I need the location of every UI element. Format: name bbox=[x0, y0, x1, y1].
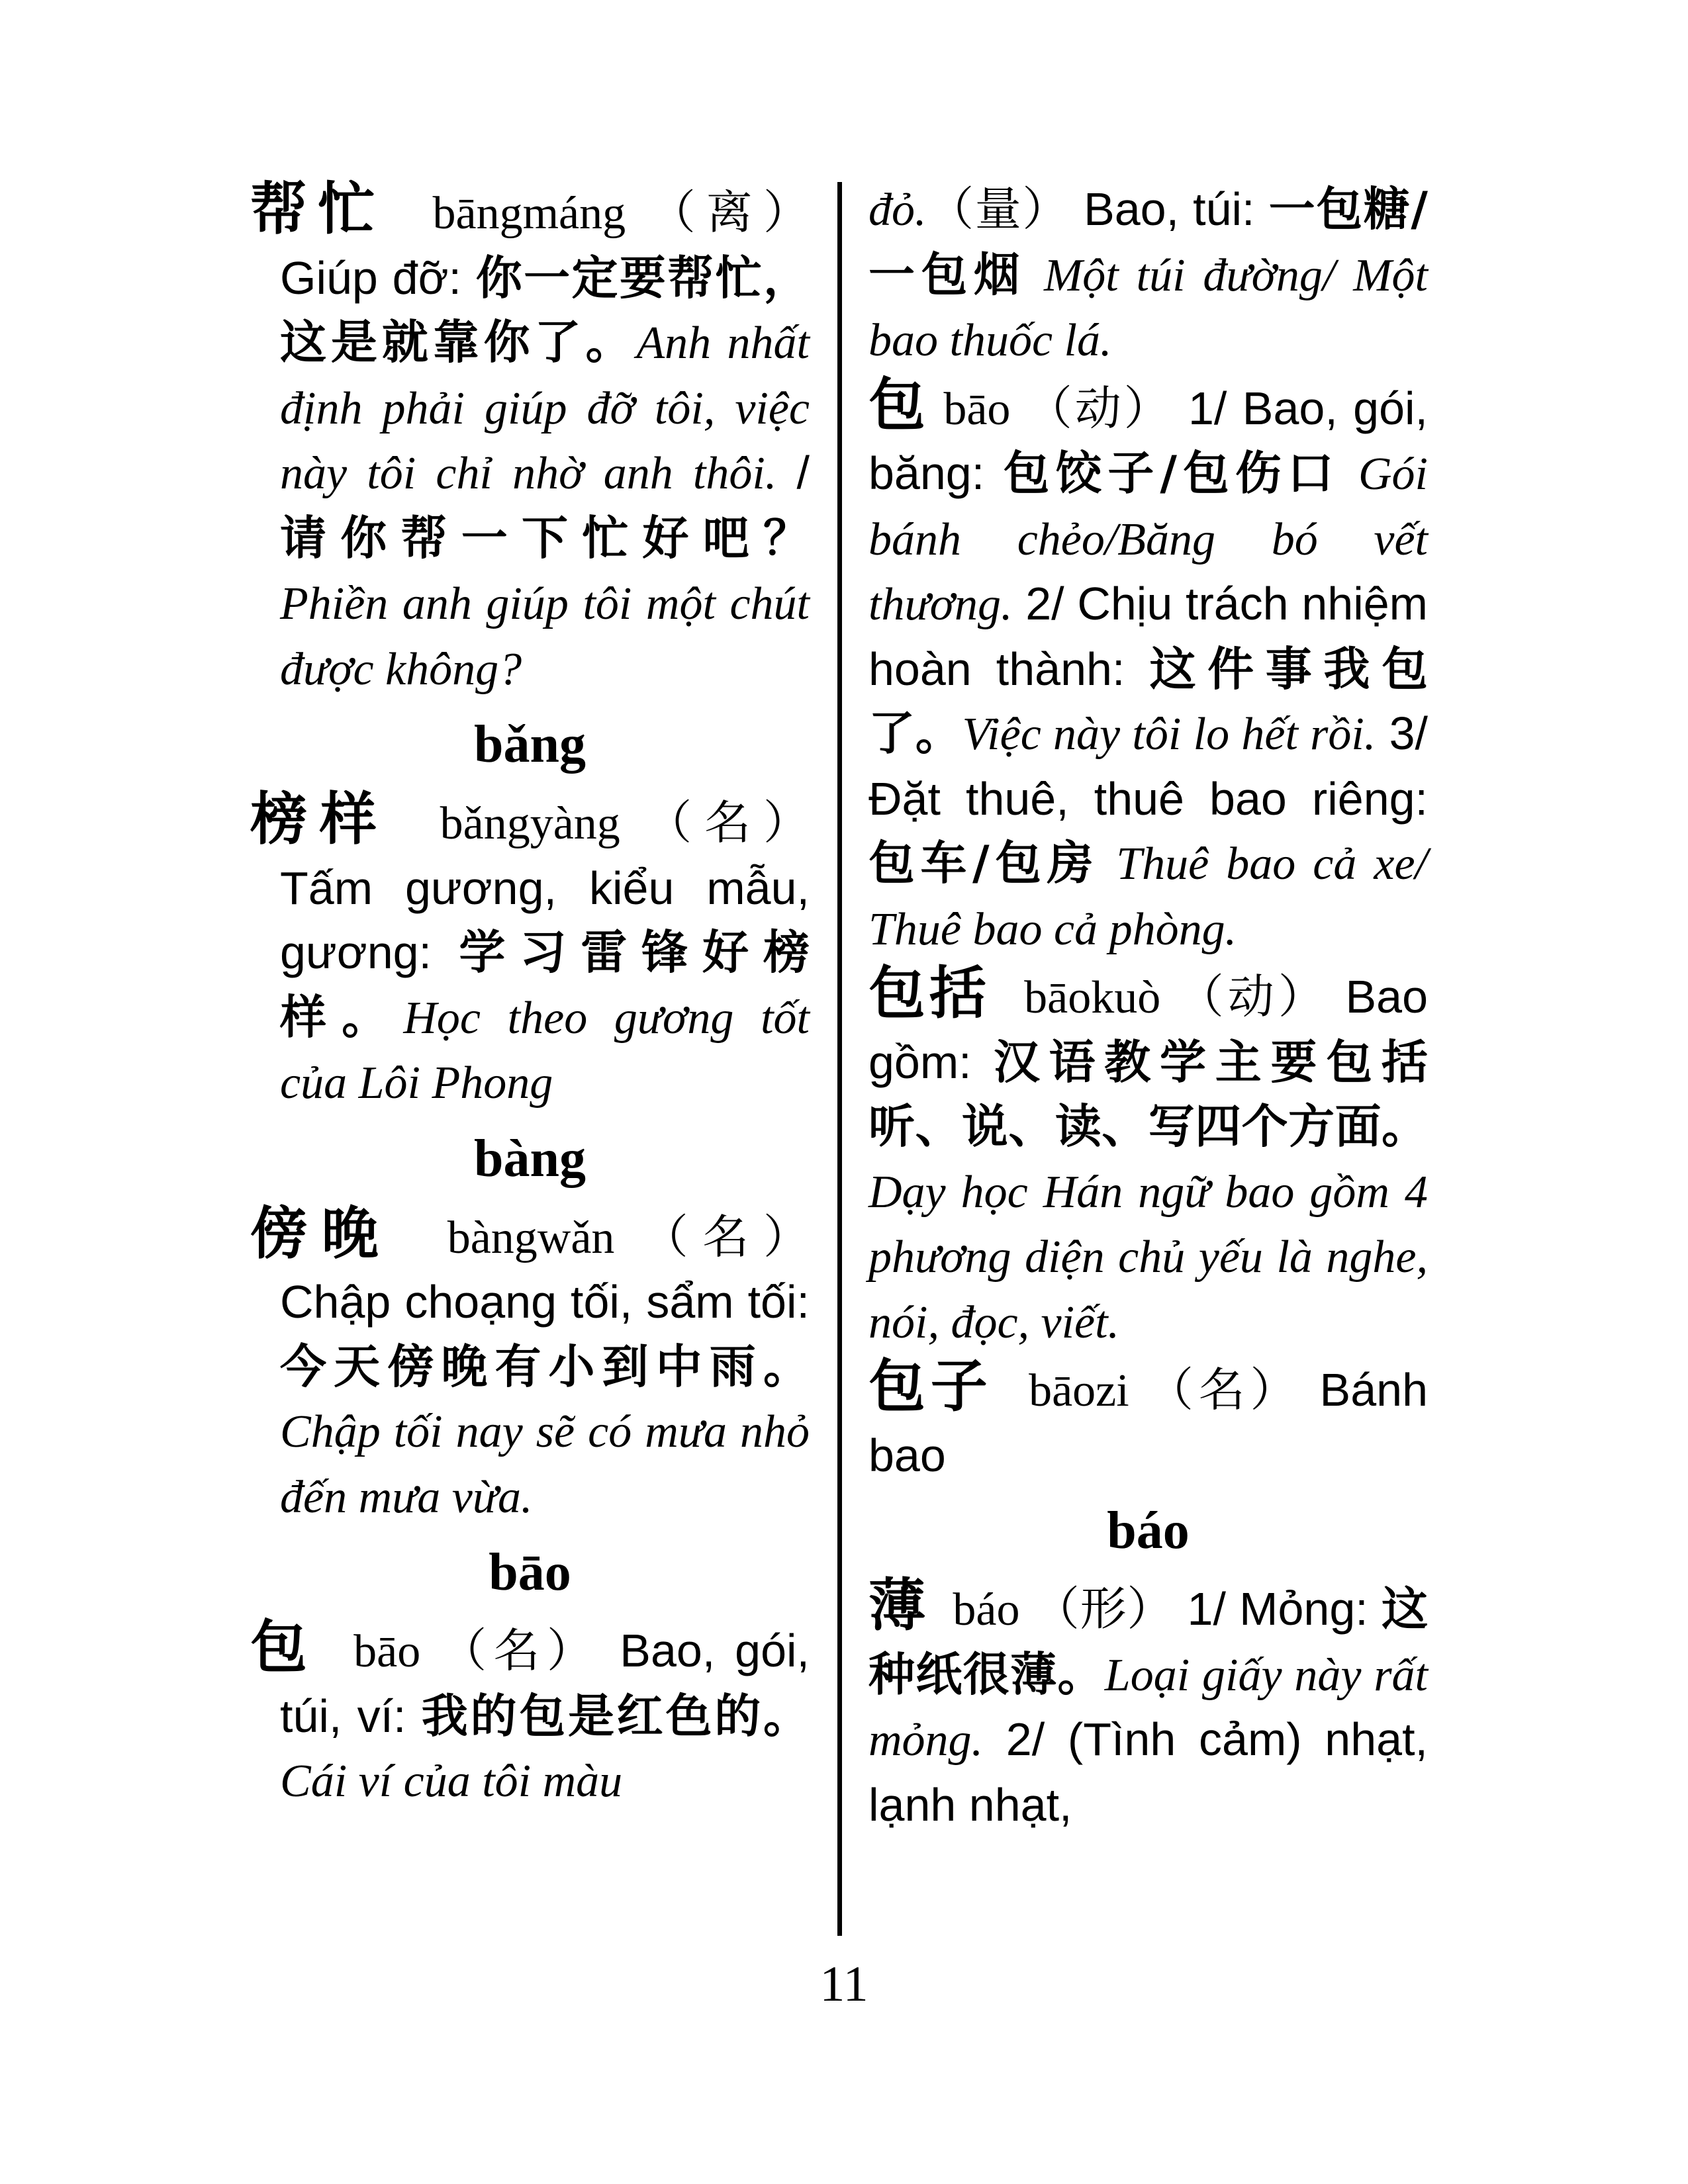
definition: 2/ (Tình cảm) nhạt, lạnh nhạt, bbox=[868, 1713, 1428, 1831]
definition: Bao gồm: bbox=[868, 971, 1429, 1088]
column-divider bbox=[837, 182, 842, 1936]
example-chinese: 包饺子/包伤口 bbox=[1003, 446, 1340, 500]
definition: 1/ Mỏng: bbox=[1187, 1583, 1382, 1635]
part-of-speech: （名） bbox=[641, 1209, 810, 1264]
definition: Giúp đỡ: bbox=[280, 251, 476, 304]
example-chinese: 请你帮一下忙好吧？ bbox=[280, 510, 810, 565]
pinyin: báo bbox=[953, 1584, 1020, 1635]
part-of-speech: （名） bbox=[1147, 1363, 1302, 1417]
headword: 包 bbox=[868, 371, 928, 438]
pinyin: bǎngyàng bbox=[440, 798, 620, 849]
example-translation: Anh nhất định phải giúp đỡ tôi, việc này tôi chỉ nhờ anh thôi. bbox=[280, 318, 810, 499]
example-translation: Gói bánh chẻo/Băng bó vết thương. bbox=[868, 449, 1428, 630]
headword: 薄 bbox=[868, 1572, 926, 1639]
pinyin: bāo bbox=[353, 1626, 421, 1677]
entry-bao-continued bbox=[868, 177, 1428, 373]
page-number: 11 bbox=[820, 1956, 868, 2012]
headword: 包 bbox=[250, 1614, 314, 1680]
part-of-speech: （离） bbox=[649, 185, 810, 240]
entry-bao-thin bbox=[868, 1574, 1428, 1837]
example-translation: Loại giấy này rất mỏng. bbox=[868, 1649, 1429, 1766]
part-of-speech: （动） bbox=[1177, 970, 1329, 1024]
definition: 1/ Bao, gói, băng: bbox=[868, 382, 1429, 499]
headword: 傍晚 bbox=[250, 1200, 393, 1267]
example-translation: Chập tối nay sẽ có mưa nhỏ đến mưa vừa. bbox=[280, 1406, 810, 1523]
headword: 包括 bbox=[868, 960, 991, 1026]
entry-baozi bbox=[868, 1355, 1428, 1488]
headword: 包子 bbox=[868, 1353, 993, 1420]
part-of-speech: （名） bbox=[645, 796, 810, 850]
example-chinese: 今天傍晚有小到中雨。 bbox=[280, 1339, 810, 1394]
part-of-speech: （形） bbox=[1033, 1582, 1174, 1636]
entry-baokuo bbox=[868, 962, 1428, 1355]
definition: Tấm gương, kiểu mẫu, gương: bbox=[280, 862, 810, 978]
right-column bbox=[868, 177, 1428, 1837]
example-translation: Một túi đường/ Một bao thuốc lá. bbox=[868, 250, 1429, 366]
entry-bangyang bbox=[250, 788, 810, 1116]
example-chinese: 学习雷锋好榜样。 bbox=[280, 925, 810, 1044]
pinyin: bāngmáng bbox=[432, 188, 626, 239]
entry-bao-noun bbox=[250, 1615, 810, 1814]
example-chinese: 这种纸很薄。 bbox=[868, 1582, 1428, 1702]
section-heading: báo bbox=[1107, 1502, 1190, 1560]
part-of-speech: （名） bbox=[440, 1623, 600, 1678]
left-column bbox=[250, 177, 810, 1814]
example-chinese: 这件事我包了。 bbox=[868, 641, 1428, 760]
part-of-speech: （量） bbox=[926, 182, 1070, 236]
example-translation: Cái ví của tôi màu bbox=[280, 1756, 623, 1807]
entry-bangwan bbox=[250, 1202, 810, 1530]
separator: / bbox=[796, 447, 810, 498]
example-translation: đỏ. bbox=[868, 185, 927, 236]
pinyin: bāo bbox=[943, 383, 1011, 435]
section-heading: bǎng bbox=[474, 715, 586, 774]
example-translation: Phiền anh giúp tôi một chút được không? bbox=[280, 578, 810, 695]
example-translation: Học theo gương tốt của Lôi Phong bbox=[280, 992, 810, 1109]
definition: 2/ Chịu trách nhiệm hoàn thành: bbox=[868, 578, 1428, 695]
pinyin: bāozi bbox=[1029, 1365, 1129, 1416]
part-of-speech: （动） bbox=[1025, 381, 1173, 435]
definition: 3/ Đặt thuê, thuê bao riêng: bbox=[868, 707, 1429, 825]
example-chinese: 包车/包房 bbox=[868, 836, 1100, 890]
example-chinese: 汉语教学主要包括听、说、读、写四个方面。 bbox=[868, 1034, 1428, 1154]
definition: Bao, túi: bbox=[1084, 183, 1269, 235]
section-heading: bāo bbox=[489, 1543, 571, 1602]
example-translation: Việc này tôi lo hết rồi. bbox=[962, 709, 1376, 760]
section-heading: bàng bbox=[474, 1129, 586, 1188]
example-chinese: 我的包是红色的。 bbox=[421, 1688, 810, 1743]
headword: 榜样 bbox=[250, 786, 389, 852]
example-chinese: 一包糖/一包烟 bbox=[868, 182, 1429, 302]
entry-bangmang bbox=[250, 177, 810, 702]
headword: 帮忙 bbox=[250, 176, 386, 242]
pinyin: bāokuò bbox=[1024, 972, 1161, 1023]
example-translation: Dạy học Hán ngữ bao gồm 4 phương diện chủ yếu là nghe, nói, đọc, viết. bbox=[868, 1166, 1428, 1348]
definition: Bao, gói, túi, ví: bbox=[280, 1625, 810, 1742]
pinyin: bàngwǎn bbox=[447, 1212, 615, 1263]
example-translation: Thuê bao cả xe/ Thuê bao cả phòng. bbox=[868, 839, 1428, 955]
definition: Bánh bao bbox=[868, 1364, 1429, 1481]
example-chinese: 你一定要帮忙，这是就靠你了。 bbox=[280, 250, 810, 369]
definition: Chập choạng tối, sẩm tối: bbox=[280, 1276, 810, 1328]
entry-bao-verb bbox=[868, 373, 1428, 962]
